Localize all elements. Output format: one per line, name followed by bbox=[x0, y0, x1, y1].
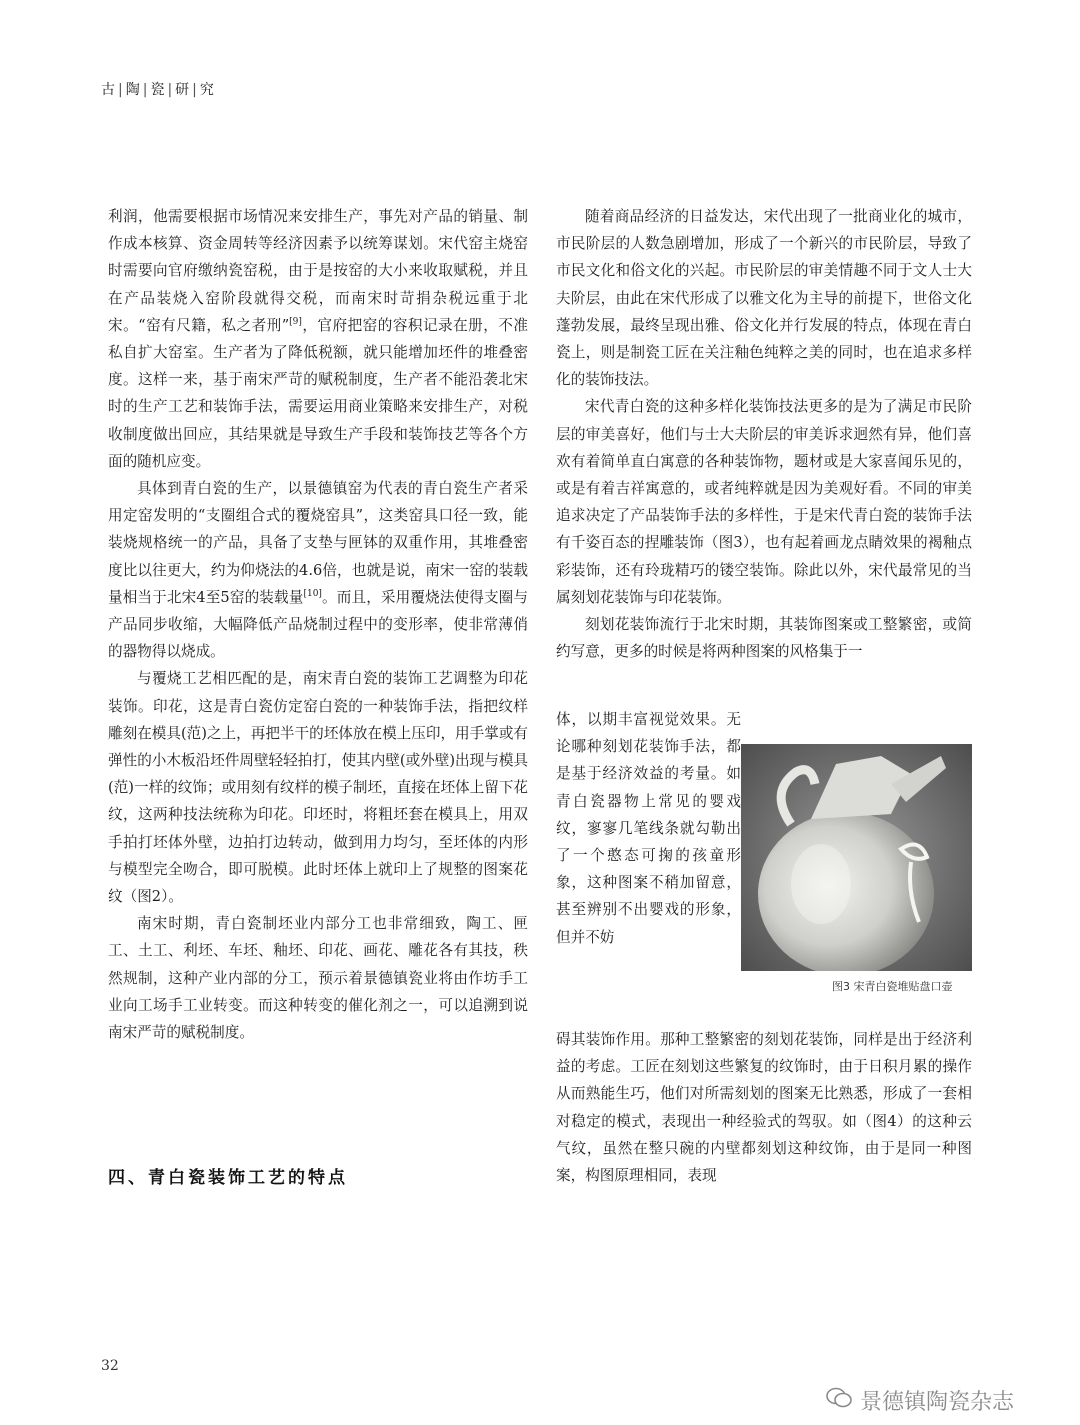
paragraph: 碍其装饰作用。那种工整繁密的刻划花装饰，同样是出于经济利益的考虑。工匠在刻划这些繁复的纹饰时，由于日积月累的操作从而熟能生巧，他们对所需刻划的图案无比熟悉，形成了一套相对稳定的模式，表现出一种经验式的驾驭。如（图4）的这种云气纹，虽然在整只碗的内壁都刻划这种纹饰，由于是同一种图案，构图原理相同，表现 bbox=[556, 1031, 972, 1185]
separator: | bbox=[142, 82, 149, 98]
separator: | bbox=[118, 82, 124, 98]
paragraph: 刻划花装饰流行于北宋时期，其装饰图案或工整繁密，或简约写意，更多的时候是将两种图案的风格集于一 bbox=[556, 616, 972, 661]
text: 具体到青白瓷的生产，以景德镇窑为代表的青白瓷生产者采用定窑发明的“支圈组合式的覆烧窑具”，这类窑具口径一致，能装烧规格统一的产品，具备了支垫与匣钵的双重作用，其堆叠密度比以往更大，约为仰烧法的4.6倍，也就是说，南宋一窑的装载量相当于北宋4至5窑的装载量 bbox=[108, 480, 528, 606]
paragraph: 随着商品经济的日益发达，宋代出现了一批商业化的城市，市民阶层的人数急剧增加，形成了一个新兴的市民阶层，导致了市民文化和俗文化的兴起。市民阶层的审美情趣不同于文人士大夫阶层，由此在宋代形成了以雅文化为主导的前提下，世俗文化蓬勃发展，最终呈现出雅、俗文化并行发展的特点，体现在青白瓷上，则是制瓷工匠在关注釉色纯粹之美的同时，也在追求多样化的装饰技法。 bbox=[556, 208, 972, 389]
figure-image bbox=[741, 744, 972, 971]
running-head-char: 陶 bbox=[125, 82, 141, 98]
text: 。而且，采用覆烧法使得支圈与产品同步收缩，大幅降低产品烧制过程中的变形率，使非常薄俏的器物得以烧成。 bbox=[108, 588, 528, 661]
paragraph: 宋代青白瓷的这种多样化装饰技法更多的是为了满足市民阶层的审美喜好，他们与士大夫阶层的审美诉求迥然有异，他们喜欢有着简单直白寓意的各种装饰物，题材或是大家喜闻乐见的，或是有着吉祥寓意的，或者纯粹就是因为美观好看。不同的审美追求决定了产品装饰手法的多样性，于是宋代青白瓷的装饰手法有千姿百态的捏雕装饰（图3），也有起着画龙点睛效果的褐釉点彩装饰，还有玲珑精巧的镂空装饰。除此以外，宋代最常见的当属刻划花装饰与印花装饰。 bbox=[556, 398, 972, 606]
running-head bbox=[101, 79, 215, 99]
separator: | bbox=[192, 82, 198, 98]
running-head-char: 古 bbox=[101, 82, 116, 98]
watermark-text: 景德镇陶瓷杂志 bbox=[860, 1390, 1015, 1415]
running-head-char: 究 bbox=[199, 82, 215, 98]
page-number: 32 bbox=[101, 1358, 119, 1374]
section-heading: 四、青白瓷装饰工艺的特点 bbox=[108, 1168, 348, 1188]
text: 利润，他需要根据市场情况来安排生产，事先对产品的销量、制作成本核算、资金周转等经济因素予以统筹谋划。宋代窑主烧窑时需要向官府缴纳瓷窑税，由于是按窑的大小来收取赋税，并且在产品装烧入窑阶段就得交税，而南宋时苛捐杂税远重于北宋。“窑有尺籍，私之者刑” bbox=[108, 208, 528, 334]
running-head-char: 瓷 bbox=[150, 82, 166, 98]
left-column bbox=[108, 203, 528, 1046]
citation: [9] bbox=[289, 316, 302, 327]
publisher-watermark bbox=[826, 1385, 1014, 1416]
vase-illustration bbox=[741, 744, 972, 971]
paragraph: 与覆烧工艺相匹配的是，南宋青白瓷的装饰工艺调整为印花装饰。印花，这是青白瓷仿定窑白瓷的一种装饰手法，指把纹样雕刻在模具(范)之上，再把半干的坯体放在模上压印，用手掌或有弹性的小木板沿坯件周壁轻轻拍打，使其内壁(或外壁)出现与模具(范)一样的纹饰；或用刻有纹样的模子制坯，直接在坯体上留下花纹，这两种技法统称为印花。印坯时，将粗坯套在模具上，用双手拍打坯体外壁，边拍打边转动，做到用力均匀，至坯体的内形与模型完全吻合，即可脱模。此时坯体上就印上了规整的图案花纹（图2）。 bbox=[108, 670, 529, 906]
wrap-text-block: 体，以期丰富视觉效果。无论哪种刻划花装饰手法，都是基于经济效益的考量。如青白瓷器物上常见的婴戏纹，寥寥几笔线条就勾勒出了一个憨态可掬的孩童形象，这种图案不稍加留意，甚至辨别不出婴戏的形象，但并不妨 bbox=[556, 711, 741, 946]
figure-caption: 图3 宋青白瓷堆贴盘口壶 bbox=[832, 980, 953, 993]
right-column-continued bbox=[556, 1026, 972, 1189]
paragraph: 南宋时期，青白瓷制坯业内部分工也非常细致，陶工、匣工、土工、利坯、车坯、釉坯、印花、画花、雕花各有其技，秩然规制，这种产业内部的分工，预示着景德镇瓷业将由作坊手工业向工场手工业转变。而这种转变的催化剂之一，可以追溯到说南宋严苛的赋税制度。 bbox=[108, 915, 528, 1042]
text: ，官府把窑的容积记录在册，不准私自扩大窑室。生产者为了降低税额，就只能增加坯件的堆叠密度。这样一来，基于南宋严苛的赋税制度，生产者不能沿袭北宋时的生产工艺和装饰手法，需要运用商业策略来安排生产，对税收制度做出回应，其结果就是导致生产手段和装饰技艺等各个方面的随机应变。 bbox=[108, 316, 528, 470]
right-column bbox=[556, 203, 972, 665]
wechat-icon bbox=[826, 1387, 852, 1415]
running-head-char: 研 bbox=[175, 82, 191, 98]
separator: | bbox=[167, 82, 174, 98]
citation: [10] bbox=[303, 588, 322, 599]
paragraph bbox=[108, 203, 528, 475]
paragraph bbox=[108, 475, 528, 665]
